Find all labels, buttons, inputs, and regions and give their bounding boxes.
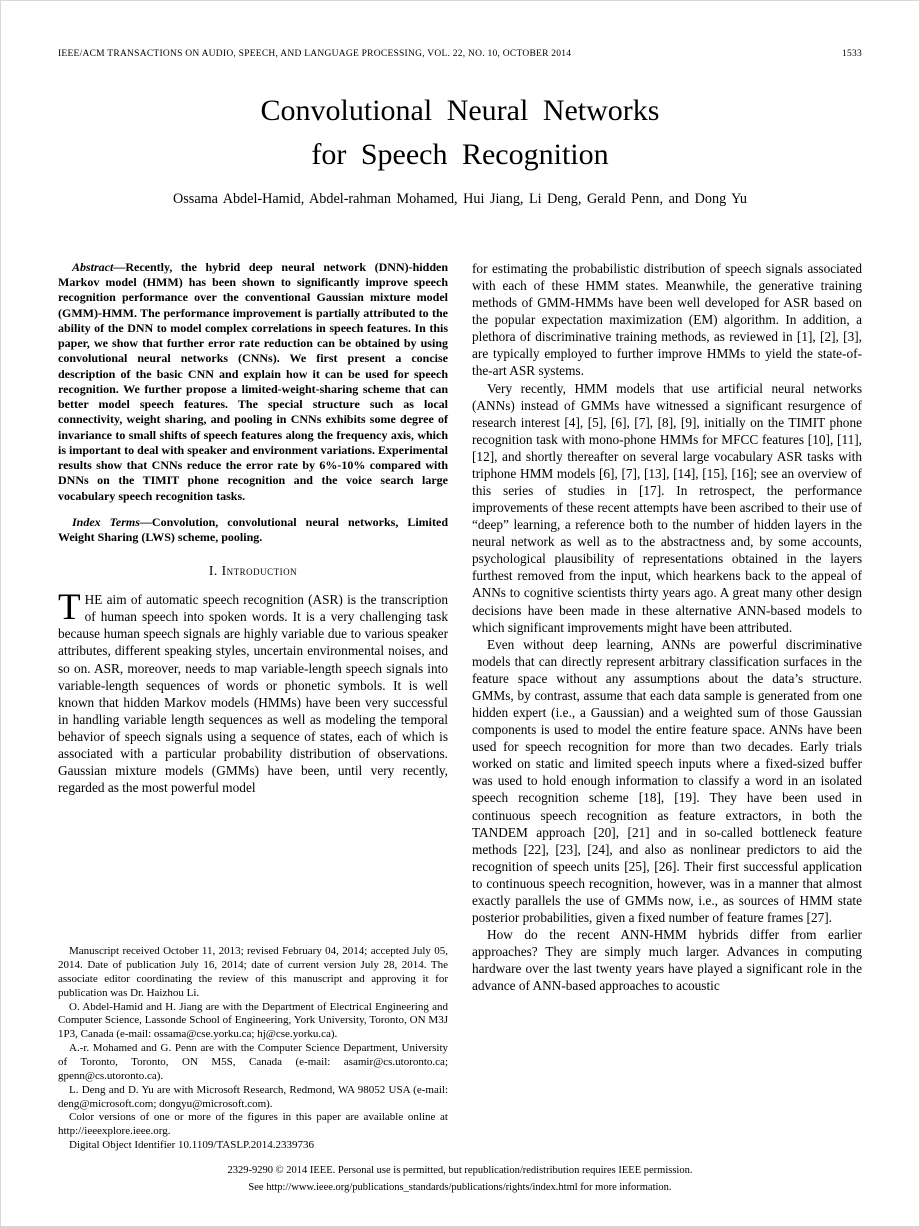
page-number: 1533 [842,49,862,59]
footer-line-1: 2329-9290 © 2014 IEEE. Personal use is permitted, but republication/redistribution requires IEEE permission. [227,1165,693,1177]
left-column [58,260,448,1153]
abstract [58,260,448,504]
index-terms [58,515,448,545]
drop-cap: T [58,587,81,629]
footnotes [58,945,448,1153]
running-header [58,49,862,59]
intro-paragraph-text: HE aim of automatic speech recognition (ASR) is the transcription of human speech into spoken words. It is a very challenging task because human speech signals are highly variable due to various speaker attributes, different speaking styles, uncertain environmental noises, and so on. ASR, moreover, needs to map variable-length speech signals into variable-length sequences of words or phonetic symbols. It is well known that hidden Markov models (HMMs) have been very successful in handling variable length sequences as well as modeling the temporal behavior of speech signals using a sequence of states, each of which is associated with a particular probability distribution of observations. Gaussian mixture models (GMMs) have been, until very recently, regarded as the most powerful model [58,592,448,796]
abstract-label: Abstract— [72,260,126,274]
footnote-color-versions: Color versions of one or more of the figures in this paper are available online at http://ieeexplore.ieee.org. [58,1111,448,1138]
body-paragraph: for estimating the probabilistic distribution of speech signals associated with each of these HMM states. Meanwhile, the generative training methods of GMM-HMMs have been well developed for ASR based on the popular expectation maximization (EM) algorithm. In addition, a plethora of discriminative training methods, as reviewed in [1], [2], [3], are typically employed to further improve HMMs to yield the state-of-the-art ASR systems. [472,261,862,379]
body-paragraph: Very recently, HMM models that use artificial neural networks (ANNs) instead of GMMs have witnessed a significant resurgence of research interest [4], [5], [6], [7], [8], [9], initially on the TIMIT phone recognition task with mono-phone HMMs for MFCC features [10], [11], [12], and shortly thereafter on several large vocabulary ASR tasks with triphone HMM models [6], [7], [13], [14], [15], [16]; see an overview of this series of studies in [17]. In retrospect, the performance improvements of these recent attempts have been ascribed to their use of “deep” learning, a reference both to the number of hidden layers in the neural network as well as to the abstractness and, by some accounts, psychological plausibility of representations obtained in the layers furthest removed from the input, which hearkens back to the appeal of ANNs to cognitive scientists thirty years ago. A great many other design decisions have been made in these alternative ANN-based models to which significant improvements might have been attributed. [472,380,862,635]
footnote-manuscript: Manuscript received October 11, 2013; revised February 04, 2014; accepted July 05, 2014. Date of publication July 16, 2014; date of current version July 28, 2014. The associate editor coordinating the review of this manuscript and approving it for publication was Dr. Haizhou Li. [58,945,448,999]
index-terms-text: Convolution, convolutional neural networks, Limited Weight Sharing (LWS) scheme, pooling. [58,514,448,544]
intro-paragraph [58,587,448,796]
footnote-doi: Digital Object Identifier 10.1109/TASLP.2014.2339736 [69,1139,314,1152]
footer-line-2: See http://www.ieee.org/publications_standards/publications/rights/index.html for more information. [248,1181,672,1193]
right-column [472,260,862,1153]
page-footer [1,1163,919,1196]
footnote-affiliation-1: O. Abdel-Hamid and H. Jiang are with the Department of Electrical Engineering and Computer Science, Lassonde School of Engineering, York University, Toronto, ON M3J 1P3, Canada (e-mail: ossama@cse.yorku.ca; hj@cse.yorku.ca). [58,1000,448,1041]
title-line-1: Convolutional Neural Networks [260,94,660,127]
journal-header: IEEE/ACM TRANSACTIONS ON AUDIO, SPEECH, AND LANGUAGE PROCESSING, VOL. 22, NO. 10, OCTOBER 2014 [58,49,572,59]
author-list: Ossama Abdel-Hamid, Abdel-rahman Mohamed, Hui Jiang, Li Deng, Gerald Penn, and Dong Yu [173,191,747,207]
title-line-2: for Speech Recognition [311,137,609,171]
body-paragraph: How do the recent ANN-HMM hybrids differ from earlier approaches? They are simply much larger. Advances in computing hardware over the last twenty years have played a significant role in the advance of ANN-based approaches to acoustic [472,927,862,994]
index-terms-label: Index Terms— [72,514,152,529]
paper-title [58,89,862,176]
section-heading-introduction: I. Introduction [208,563,298,579]
footnote-affiliation-2: A.-r. Mohamed and G. Penn are with the Computer Science Department, University of Toronto, Toronto, ON M5S, Canada (e-mail: asamir@cs.utoronto.ca; gpenn@cs.utoronto.ca). [58,1042,448,1082]
footnote-affiliation-3: L. Deng and D. Yu are with Microsoft Research, Redmond, WA 98052 USA (e-mail: deng@microsoft.com; dongyu@microsoft.com). [58,1083,448,1110]
two-column-body [58,260,862,1153]
body-paragraph: Even without deep learning, ANNs are powerful discriminative models that can directly represent arbitrary classification surfaces in the feature space without any assumptions about the data’s structure. GMMs, by contrast, assume that each data sample is generated from one hidden expert (i.e., a Gaussian) and a weighted sum of those Gaussian components is used to model the entire feature space. ANNs have been used for speech recognition for more than two decades. Early trials worked on static and limited speech inputs where a fixed-sized buffer was used to hold enough information to classify a word in an isolated speech recognition scheme [18], [19]. They have been used in continuous speech recognition as feature extractors, in both the TANDEM approach [20], [21] and in so-called bottleneck feature methods [22], [23], [24], and also as nonlinear predictors to aid the recognition of speech units [25], [26]. Their first successful application to continuous speech recognition, however, was in a manner that almost exactly parallels the use of GMMs now, i.e., as sources of HMM state posterior probabilities, given a fixed number of feature frames [27]. [472,636,862,925]
abstract-text: Recently, the hybrid deep neural network (DNN)-hidden Markov model (HMM) has been shown to significantly improve speech recognition performance over the conventional Gaussian mixture model (GMM)-HMM. The performance improvement is partially attributed to the ability of the DNN to model complex correlations in speech features. In this paper, we show that further error rate reduction can be obtained by using convolutional neural networks (CNNs). We first present a concise description of the basic CNN and explain how it can be used for speech recognition. We further propose a limited-weight-sharing scheme that can better model speech features. The special structure such as local connectivity, weight sharing, and pooling in CNNs exhibits some degree of invariance to small shifts of speech features along the frequency axis, which is important to deal with speaker and environment variations. Experimental results show that CNNs reduce the error rate by 6%-10% compared with DNNs on the TIMIT phone recognition and the voice search large vocabulary speech recognition tasks. [58,260,448,503]
